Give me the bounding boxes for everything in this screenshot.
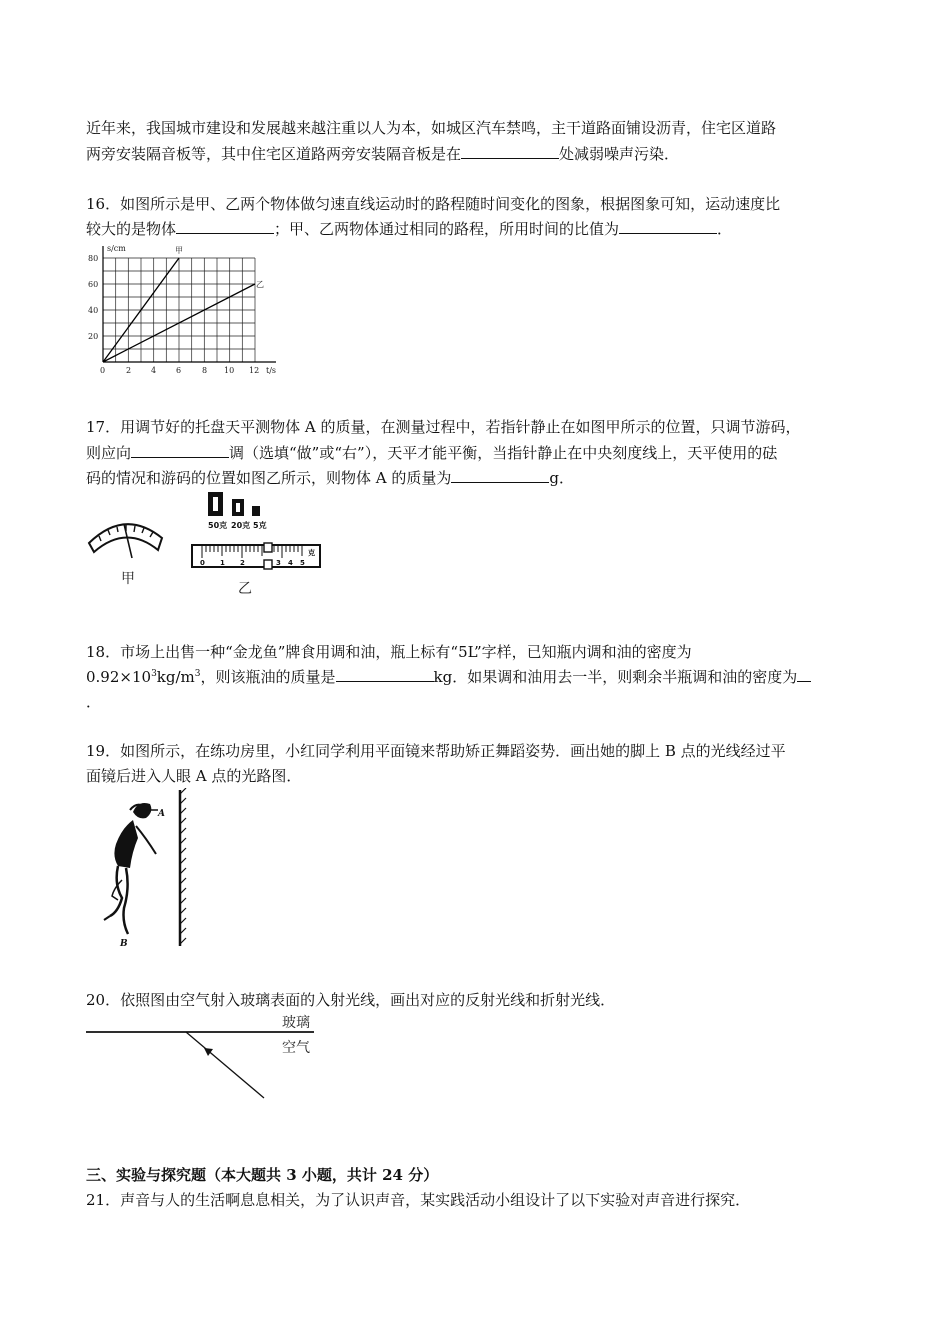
q16-text-a: 较大的是物体 [86,220,177,238]
x-tick: 0 [100,366,106,375]
refraction-figure [86,1010,326,1102]
weight-5g [252,506,260,516]
scale-tick: 3 [276,559,281,567]
x-tick: 2 [126,366,132,375]
answer-blank-1[interactable] [336,667,434,682]
x-axis-label: t/s [266,366,277,375]
q20-line-1: 20．依照图由空气射入玻璃表面的入射光线，画出对应的反射光线和折射光线． [86,991,616,1009]
intro-line-1: 近年来，我国城市建设和发展越来越注重以人为本，如城区汽车禁鸣，主干道路面铺设沥青，住宅区道路 [86,119,777,137]
figure-jia-label: 甲 [121,571,135,587]
answer-blank[interactable] [461,144,559,159]
q18-line-2 [86,667,811,687]
intro-text-b: 处减弱噪声污染． [559,145,680,163]
q17-text-c: 码的情况和游码的位置如图乙所示，则物体 A 的质量为 [86,469,452,487]
y-tick: 80 [88,254,99,263]
q18-text-c: ，则该瓶油的质量是 [200,668,336,686]
point-a-label: A [158,809,165,819]
rider-bottom [264,560,272,569]
series-yi-label: 乙 [256,280,264,289]
q16-st-graph [86,242,286,377]
intro-text-a: 两旁安装隔音板等，其中住宅区道路两旁安装隔音板是在 [86,145,462,163]
q16-line-1: 16．如图所示是甲、乙两个物体做匀速直线运动时的路程随时间变化的图象，根据图象可知，运动速度比 [86,195,781,213]
air-label: 空气 [282,1040,310,1056]
q17-text-b: 调（选填“做”或“右”），天平才能平衡，当指针静止在中央刻度线上，天平使用的砝 [229,444,778,462]
q17-line-1: 17．用调节好的托盘天平测物体 A 的质量，在测量过程中，若指针静止在如图甲所示的位置，只调节游码， [86,418,801,436]
q19-line-2: 面镜后进入人眼 A 点的光路图． [86,767,302,785]
scale-tick: 5 [300,559,305,567]
answer-blank-1[interactable] [176,219,274,234]
q18-line-3: ． [86,693,102,711]
y-tick: 60 [88,280,99,289]
q17-line-3 [86,468,574,488]
x-tick: 6 [176,366,182,375]
answer-blank-2[interactable] [451,468,549,483]
x-tick: 10 [224,366,235,375]
q19-line-1: 19．如图所示，在练功房里，小红同学利用平面镜来帮助矫正舞蹈姿势．画出她的脚上 B 点的光线经过平 [86,742,786,760]
ray-arrow [204,1048,213,1056]
q18-text-d: kg．如果调和油用去一半，则剩余半瓶调和油的密度为 [433,668,798,686]
q18-density-value: 0.92×10 [86,668,152,686]
answer-blank-2[interactable] [619,219,717,234]
x-tick: 12 [249,366,260,375]
intro-line-2 [86,144,679,164]
scale-tick: 0 [200,559,205,567]
q18-density-unit: kg/m [156,668,195,686]
weight-label: 50克 [208,521,228,530]
answer-blank-1[interactable] [131,443,229,458]
scale-tick: 4 [288,559,293,567]
x-tick: 8 [202,366,208,375]
q17-text-a: 则应向 [86,444,132,462]
scale-unit: 克 [308,549,315,557]
x-tick: 4 [151,366,157,375]
pointer-needle [124,524,132,558]
exponent: 3 [194,669,201,679]
q16-text-c: ． [717,220,733,238]
glass-label: 玻璃 [282,1015,310,1031]
y-axis-label: s/cm [107,244,126,253]
rider-top [264,543,272,552]
figure-yi-label: 乙 [238,581,252,597]
section-heading: 三、实验与探究题（本大题共 3 小题，共计 24 分） [86,1166,439,1184]
balance-dial-figure [86,510,166,590]
incident-ray [186,1032,264,1098]
y-tick: 40 [88,306,99,315]
series-jia-label: 甲 [175,246,183,255]
scale-tick: 2 [240,559,245,567]
dancer-mirror-figure [100,788,200,953]
graph-grid [103,258,255,362]
exponent: 3 [151,669,157,679]
answer-blank-2[interactable] [797,667,811,682]
point-b-label: B [120,939,128,949]
q18-line-1: 18．市场上出售一种“金龙鱼”牌食用调和油，瓶上标有“5L”字样，已知瓶内调和油的密度为 [86,643,692,661]
y-tick: 20 [88,332,99,341]
q21-line-1: 21．声音与人的生活啊息息相关，为了认识声音，某实践活动小组设计了以下实验对声音进行探究． [86,1191,751,1209]
q16-text-b: ；甲、乙两物体通过相同的路程，所用时间的比值为 [274,220,620,238]
dancer-silhouette [104,803,158,934]
q17-text-d: g． [549,469,574,487]
q16-line-2 [86,219,732,239]
scale-tick: 1 [220,559,225,567]
weight-label: 20克 [231,521,251,530]
q17-line-2 [86,443,777,463]
weight-label: 5克 [253,521,267,530]
balance-weights-figure [188,488,328,603]
